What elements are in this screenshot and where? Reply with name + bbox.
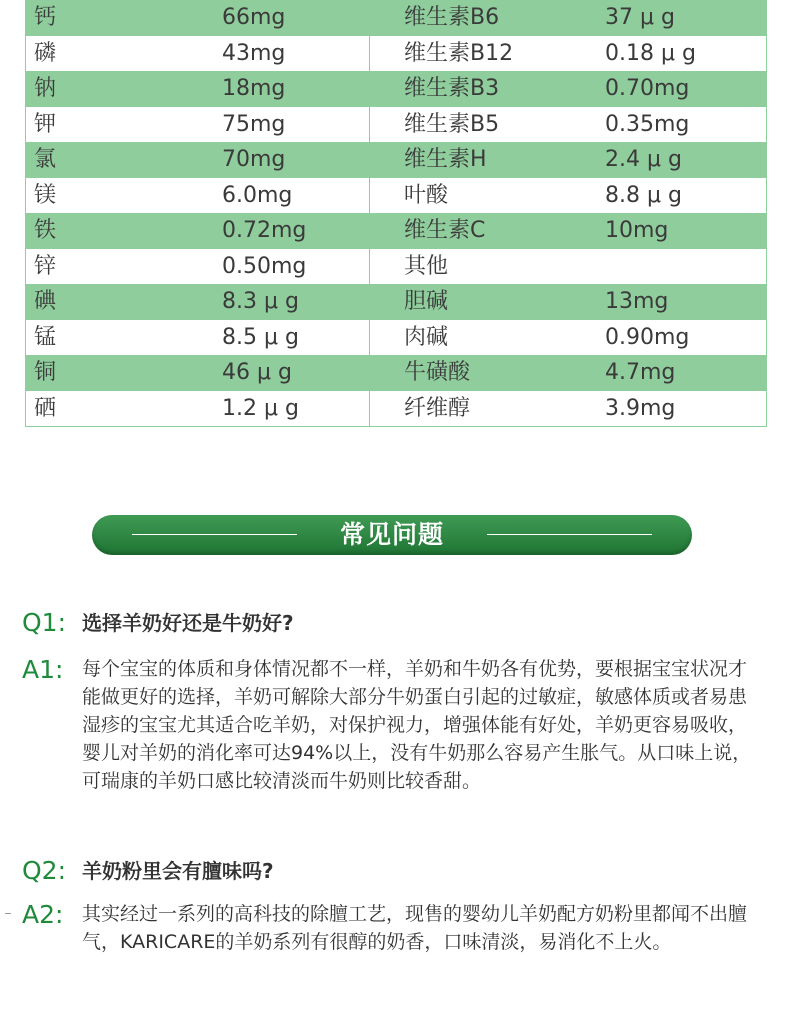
answer-text: 每个宝宝的体质和身体情况都不一样，羊奶和牛奶各有优势，要根据宝宝状况才能做更好的选择，羊奶可解除大部分牛奶蛋白引起的过敏症，敏感体质或者易患湿疹的宝宝尤其适合吃羊奶，对保护视力，增强体能有好处，羊奶更容易吸收，婴儿对羊奶的消化率可达94%以上，没有牛奶那么容易产生胀气。从口味上说，可瑞康的羊奶口感比较清淡而牛奶则比较香甜。 xyxy=(82,658,752,792)
table-row xyxy=(26,178,766,214)
nutrient-value: 0.35mg xyxy=(605,111,690,137)
table-row xyxy=(26,0,766,36)
nutrient-value: 0.50mg xyxy=(222,253,307,279)
nutrient-value: 18mg xyxy=(222,76,286,101)
table-row xyxy=(26,36,766,72)
nutrient-value: 70mg xyxy=(222,147,286,172)
nutrient-value: 43mg xyxy=(222,40,286,66)
banner-rule-right xyxy=(487,534,652,535)
table-row xyxy=(26,142,766,178)
answer-tag: A2: xyxy=(22,900,64,929)
nutrient-value: 0.70mg xyxy=(605,76,690,101)
table-row xyxy=(26,249,766,285)
nutrient-value: 6.0mg xyxy=(222,182,293,208)
nutrient-name: 维生素B3 xyxy=(404,76,500,101)
nutrient-value: 8.3 μ g xyxy=(222,289,299,314)
table-row xyxy=(26,355,766,391)
table-row xyxy=(26,284,766,320)
question-text: 选择羊奶好还是牛奶好? xyxy=(82,611,294,635)
nutrient-name: 叶酸 xyxy=(404,182,449,208)
nutrient-value: 1.2 μ g xyxy=(222,395,299,421)
nutrient-name: 钙 xyxy=(34,5,57,30)
nutrient-name: 磷 xyxy=(34,40,57,66)
nutrient-name: 氯 xyxy=(34,147,57,172)
margin-mark xyxy=(5,913,11,914)
nutrient-name: 碘 xyxy=(34,289,57,314)
nutrient-name: 维生素B6 xyxy=(404,5,500,30)
nutrient-name: 镁 xyxy=(34,182,57,208)
nutrient-name: 维生素H xyxy=(404,147,487,172)
table-row xyxy=(26,391,766,427)
question-tag: Q1: xyxy=(22,608,67,637)
nutrient-value: 37 μ g xyxy=(605,5,675,30)
nutrient-name: 铜 xyxy=(34,360,57,385)
nutrient-name: 钾 xyxy=(34,111,57,137)
answer-tag: A1: xyxy=(22,655,64,684)
nutrient-name: 维生素B12 xyxy=(404,40,514,66)
nutrient-value: 46 μ g xyxy=(222,360,292,385)
answer-text: 其实经过一系列的高科技的除膻工艺，现售的婴幼儿羊奶配方奶粉里都闻不出膻气，KARICARE的羊奶系列有很醇的奶香，口味清淡，易消化不上火。 xyxy=(82,903,748,953)
table-row xyxy=(26,107,766,143)
question-tag: Q2: xyxy=(22,856,67,885)
nutrient-name: 其他 xyxy=(404,253,449,279)
nutrient-name: 硒 xyxy=(34,395,57,421)
nutrient-name: 纤维醇 xyxy=(404,395,471,421)
faq-title: 常见问题 xyxy=(339,520,444,549)
question-text: 羊奶粉里会有膻味吗? xyxy=(82,859,274,883)
nutrient-value: 13mg xyxy=(605,289,669,314)
nutrient-name: 铁 xyxy=(34,218,57,243)
nutrient-value: 2.4 μ g xyxy=(605,147,682,172)
nutrient-name: 肉碱 xyxy=(404,324,449,350)
nutrient-value: 75mg xyxy=(222,111,286,137)
faq-banner xyxy=(92,515,692,555)
nutrient-name: 牛磺酸 xyxy=(404,360,471,385)
nutrient-name: 钠 xyxy=(34,76,57,101)
nutrient-value: 0.18 μ g xyxy=(605,40,696,66)
nutrient-value: 10mg xyxy=(605,218,669,243)
nutrient-value: 0.90mg xyxy=(605,324,690,350)
nutrient-value: 66mg xyxy=(222,5,286,30)
table-row xyxy=(26,71,766,107)
nutrient-name: 锰 xyxy=(34,324,57,350)
table-row xyxy=(26,320,766,356)
nutrient-value: 3.9mg xyxy=(605,395,676,421)
nutrient-value: 8.8 μ g xyxy=(605,182,682,208)
table-row xyxy=(26,213,766,249)
nutrient-name: 胆碱 xyxy=(404,289,449,314)
nutrient-value: 0.72mg xyxy=(222,218,307,243)
nutrient-name: 维生素B5 xyxy=(404,111,500,137)
nutrient-value: 8.5 μ g xyxy=(222,324,299,350)
nutrition-table xyxy=(25,0,767,427)
nutrient-value: 4.7mg xyxy=(605,360,676,385)
nutrient-name: 维生素C xyxy=(404,218,486,243)
nutrient-name: 锌 xyxy=(34,253,57,279)
